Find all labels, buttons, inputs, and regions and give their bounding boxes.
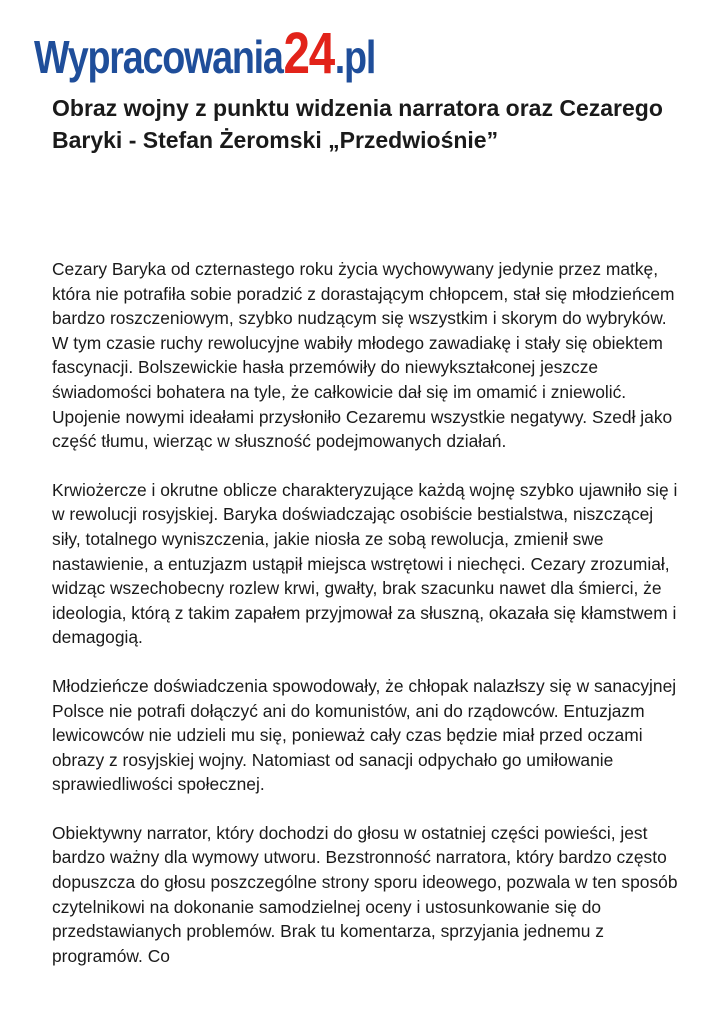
paragraph: Cezary Baryka od czternastego roku życia wychowywany jedynie przez matkę, która nie potrafiła sobie poradzić z dorastającym chłopcem, stał się młodzieńcem bardzo roszczeniowym, szybko nudzącym się wszystkim i skorym do wybryków. W tym czasie ruchy rewolucyjne wabiły młodego zawadiakę i stały się obiektem fascynacji. Bolszewickie hasła przemówiły do niewykształconej jeszcze świadomości bohatera na tyle, że całkowicie dał się im omamić i zniewolić. Upojenie nowymi ideałami przysłoniło Cezaremu wszystkie negatywy. Szedł jako część tłumu, wierząc w słuszność podejmowanych działań.: [52, 259, 675, 452]
logo-text-main: Wypracowania: [34, 31, 283, 83]
site-logo[interactable]: [34, 14, 376, 86]
page-title: Obraz wojny z punktu widzenia narratora oraz Cezarego Baryki - Stefan Żeromski „Przedwiośnie”: [52, 95, 663, 153]
paragraph: Krwiożercze i okrutne oblicze charakteryzujące każdą wojnę szybko ujawniło się i w rewolucji rosyjskiej. Baryka doświadczając osobiście bestialstwa, niszczącej siły, totalnego wyniszczenia, jakie niosła ze sobą rewolucja, zmienił swe nastawienie, a entuzjazm ustąpił miejsca wstrętowi i niechęci. Cezary zrozumiał, widząc wszechobecny rozlew krwi, gwałty, brak szacunku nawet dla śmierci, że ideologia, którą z takim zapałem przyjmował za słuszną, okazała się kłamstwem i demagogią.: [52, 479, 678, 648]
logo-text-domain: .pl: [334, 31, 376, 83]
article-body: [52, 257, 682, 992]
paragraph: Młodzieńcze doświadczenia spowodowały, że chłopak nalazłszy się w sanacyjnej Polsce nie potrafi dołączyć ani do komunistów, ani do rządowców. Entuzjazm lewicowców nie udzieli mu się, ponieważ cały czas będzie miał przed oczami obrazy z rosyjskiej wojny. Natomiast od sanacji odpychało go umiłowanie sprawiedliwości społecznej.: [52, 675, 677, 795]
logo-text-number: 24: [283, 20, 334, 86]
paragraph: Obiektywny narrator, który dochodzi do głosu w ostatniej części powieści, jest bardzo ważny dla wymowy utworu. Bezstronność narratora, który bardzo często dopuszcza do głosu poszczególne strony sporu ideowego, pozwala w ten sposób czytelnikowi na dokonanie samodzielnej oceny i ustosunkowanie się do przedstawianych problemów. Brak tu komentarza, sprzyjania jednemu z programów. Co: [52, 822, 678, 966]
